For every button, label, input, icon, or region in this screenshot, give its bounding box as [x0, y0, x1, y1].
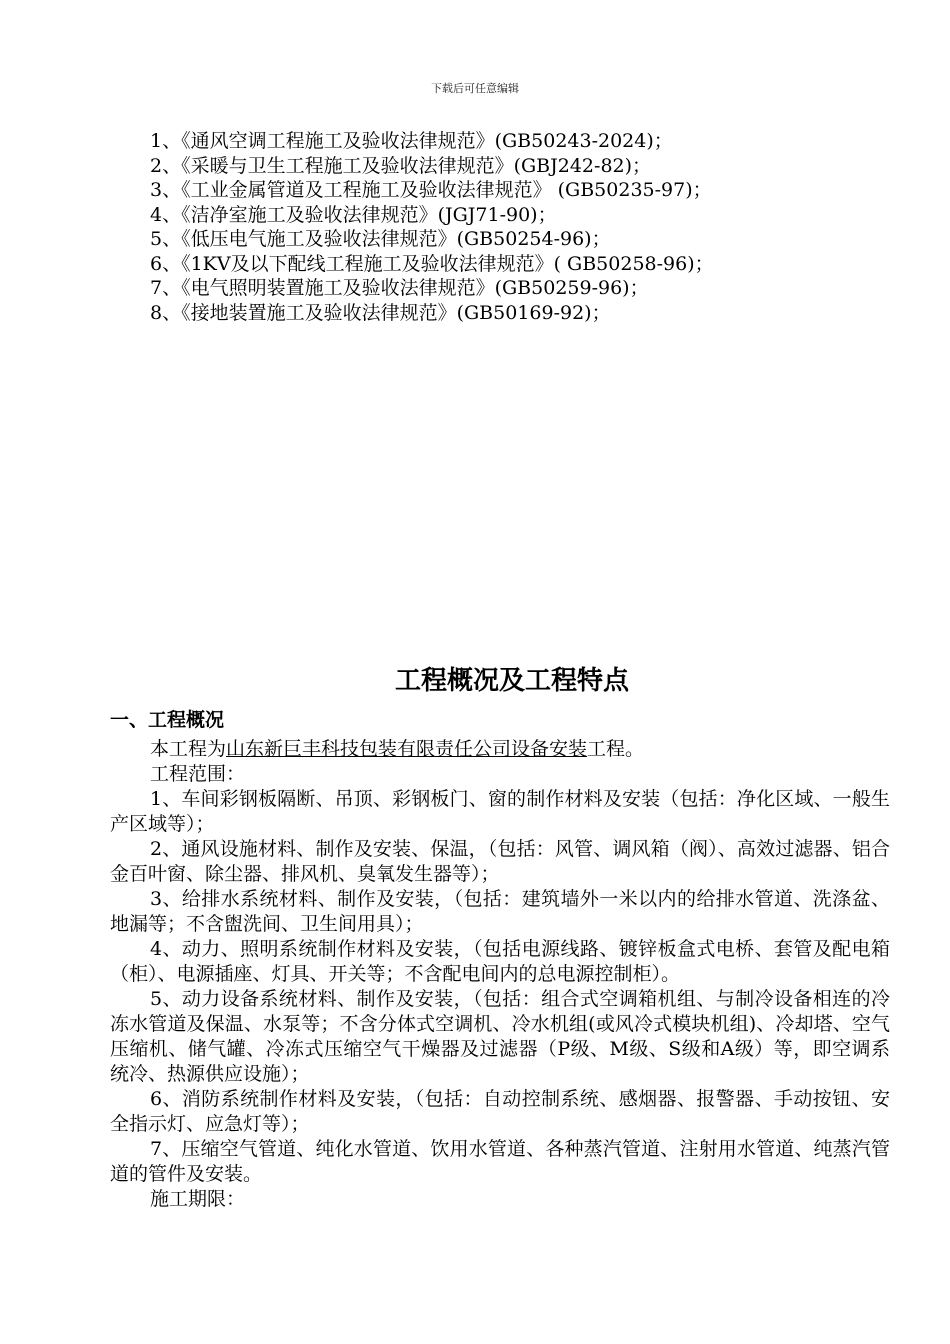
standard-item: 8、《接地装置施工及验收法律规范》(GB50169-92)； [150, 301, 611, 324]
overview-body [110, 737, 890, 1212]
standard-item: 3、《工业金属管道及工程施工及验收法律规范》 (GB50235-97)； [150, 179, 712, 201]
standard-item: 1、《通风空调工程施工及验收法律规范》(GB50243-2024)； [150, 130, 673, 152]
scope-item: 2、通风设施材料、制作及安装、保温，（包括：风管、调风箱（阀）、高效过滤器、铝合金百叶窗、除尘器、排风机、臭氧发生器等）； [110, 838, 890, 885]
standards-list [150, 129, 870, 325]
intro-prefix: 本工程为 [150, 738, 227, 760]
standard-item: 4、《洁净室施工及验收法律规范》(JGJ71-90)； [150, 203, 557, 226]
standard-item: 5、《低压电气施工及验收法律规范》(GB50254-96)； [150, 228, 611, 250]
scope-item: 6、消防系统制作材料及安装，（包括：自动控制系统、感烟器、报警器、手动按钮、安全指示灯、应急灯等）； [110, 1088, 890, 1135]
page-title: 工程概况及工程特点 [394, 666, 629, 696]
period-label: 施工期限： [150, 1188, 246, 1210]
scope-item: 3、给排水系统材料、制作及安装，（包括：建筑墙外一米以内的给排水管道、洗涤盆、地漏等；不含盥洗间、卫生间用具）； [110, 888, 890, 935]
scope-label: 工程范围： [150, 763, 246, 785]
company-name: 山东新巨丰科技包装有限责任公司设备安装 [226, 738, 588, 760]
scope-item: 4、动力、照明系统制作材料及安装，（包括电源线路、镀锌板盒式电桥、套管及配电箱（柜）、电源插座、灯具、开关等；不含配电间内的总电源控制柜）。 [110, 938, 890, 985]
standard-item: 2、《采暖与卫生工程施工及验收法律规范》(GBJ242-82)； [150, 154, 652, 177]
section-heading: 一、工程概况 [110, 709, 225, 731]
scope-item: 1、车间彩钢板隔断、吊顶、彩钢板门、窗的制作材料及安装（包括：净化区域、一般生产区域等）； [110, 788, 890, 835]
scope-item: 5、动力设备系统材料、制作及安装，（包括：组合式空调箱机组、与制冷设备相连的冷冻水管道及保温、水泵等；不含分体式空调机、冷水机组(或风冷式模块机组)、冷却塔、空气压缩机、储气罐、冷冻式压缩空气干燥器及过滤器（P级、M级、S级和A级）等，即空调系统冷、热源供应设施）； [110, 988, 890, 1085]
standard-item: 6、《1KV及以下配线工程施工及验收法律规范》( GB50258-96)； [150, 252, 714, 275]
scope-item: 7、压缩空气管道、纯化水管道、饮用水管道、各种蒸汽管道、注射用水管道、纯蒸汽管道的管件及安装。 [110, 1138, 890, 1185]
standard-item: 7、《电气照明装置施工及验收法律规范》(GB50259-96)； [150, 277, 649, 299]
intro-suffix: 工程。 [587, 738, 645, 760]
header-note: 下载后可任意编辑 [431, 82, 519, 95]
intro-paragraph [110, 737, 890, 762]
